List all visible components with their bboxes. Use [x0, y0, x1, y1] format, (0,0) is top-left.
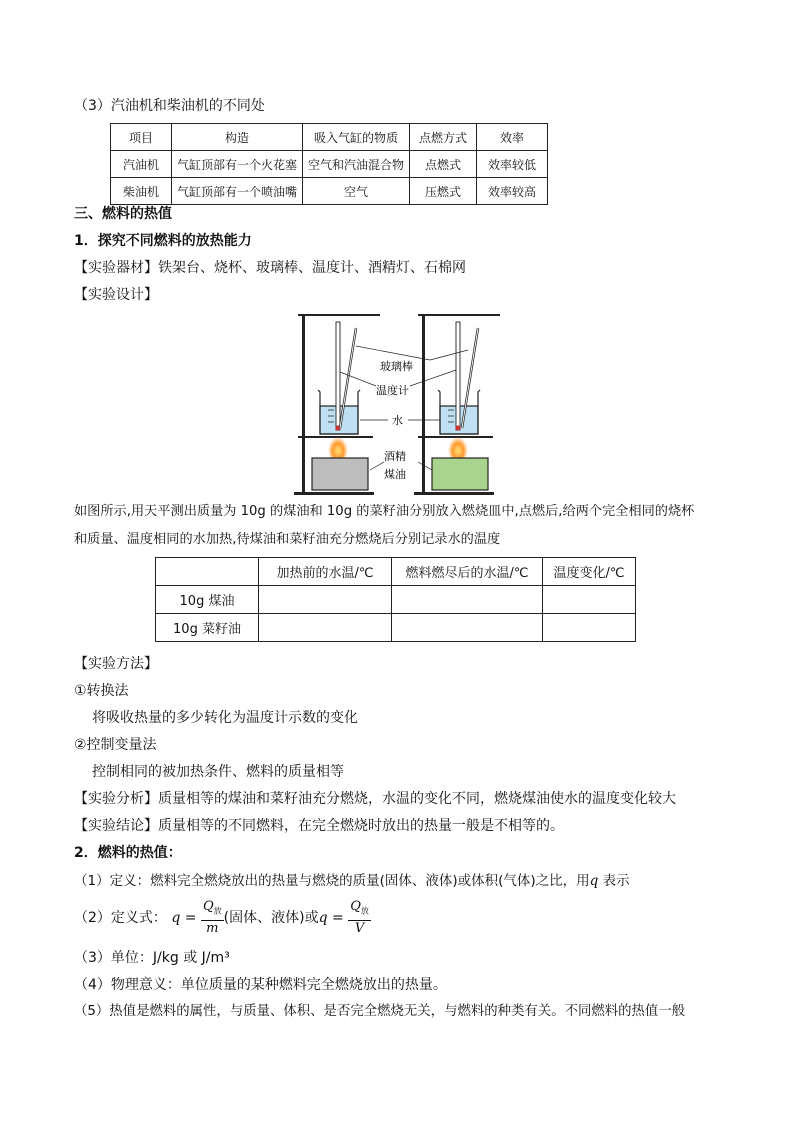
method-text: 将吸收热量的多少转化为温度计示数的变化 [92, 710, 358, 726]
design-label: 【实验设计】 [74, 287, 158, 303]
method-title: ②控制变量法 [74, 737, 157, 753]
table-cell: 空气 [303, 178, 410, 205]
table-cell [392, 586, 543, 614]
table-row [156, 614, 636, 642]
table-cell [392, 614, 543, 642]
experiment-diagram [290, 310, 510, 500]
table-cell: 加热前的水温/℃ [259, 558, 392, 586]
subscript: 放 [360, 906, 369, 916]
numerator-q: Q [350, 899, 361, 915]
table-cell: 柴油机 [111, 178, 172, 205]
fraction-mass [201, 899, 224, 937]
table-cell: 空气和汽油混合物 [303, 151, 410, 178]
table-header-row [156, 558, 636, 586]
table-row [156, 586, 636, 614]
equipment-text: 【实验器材】铁架台、烧杯、玻璃棒、温度计、酒精灯、石棉网 [74, 260, 466, 276]
table-cell [543, 586, 636, 614]
table-row [111, 178, 548, 205]
table-cell: 点燃式 [410, 151, 477, 178]
subsection-title: 1．探究不同燃料的放热能力 [74, 233, 252, 249]
design-paragraph-line: 如图所示,用天平测出质量为 10g 的煤油和 10g 的菜籽油分别放入燃烧皿中,点燃后,给两个完全相同的烧杯 [74, 504, 695, 519]
meaning-text: （4）物理意义：单位质量的某种燃料完全燃烧放出的热量。 [74, 977, 447, 993]
label-glass-rod: 玻璃棒 [380, 360, 413, 373]
table-cell: 燃料燃尽后的水温/℃ [392, 558, 543, 586]
method-title: ①转换法 [74, 683, 129, 699]
analysis-text: 【实验分析】质量相等的煤油和菜籽油充分燃烧，水温的变化不同，燃烧煤油使水的温度变化较大 [74, 791, 676, 807]
unit-text: （3）单位：J/kg 或 J/m³ [74, 950, 230, 966]
table-cell: 10g 菜籽油 [156, 614, 259, 642]
method-label: 【实验方法】 [74, 656, 158, 672]
label-alcohol: 酒精 [384, 450, 406, 463]
method-text: 控制相同的被加热条件、燃料的质量相等 [92, 764, 344, 780]
formula-line [74, 898, 371, 938]
definition-suffix: 表示 [598, 873, 630, 889]
part-title: 三、燃料的热值 [74, 206, 172, 222]
conclusion-text: 【实验结论】质量相等的不同燃料，在完全燃烧时放出的热量一般是不相等的。 [74, 818, 564, 834]
label-water: 水 [392, 414, 403, 427]
denominator-v: V [354, 920, 365, 936]
table-cell: 10g 煤油 [156, 586, 259, 614]
right-thermometer [455, 322, 460, 431]
left-fuel-dish [312, 458, 368, 490]
subsection-title: 2．燃料的热值： [74, 845, 182, 861]
denominator-m: m [206, 920, 219, 936]
engine-comparison-table [110, 123, 548, 205]
left-thermometer [335, 322, 340, 431]
formula-prefix: （2）定义式： [74, 910, 167, 926]
fraction-volume [348, 899, 371, 937]
record-table [155, 557, 636, 642]
right-fuel-dish [432, 458, 488, 490]
table-cell: 效率较低 [477, 151, 548, 178]
property-text: （5）热值是燃料的属性，与质量、体积、是否完全燃烧无关，与燃料的种类有关。不同燃料的热值一般 [74, 1004, 686, 1019]
formula-lhs: q = [171, 910, 197, 926]
section-heading: （3）汽油机和柴油机的不同处 [74, 98, 265, 114]
table-cell: 吸入气缸的物质 [303, 124, 410, 151]
definition-text: （1）定义：燃料完全燃烧放出的热量与燃烧的质量(固体、液体)或体积(气体)之比，用 [74, 873, 590, 889]
table-cell [156, 558, 259, 586]
table-header-row [111, 124, 548, 151]
definition-line [74, 871, 630, 891]
numerator-q: Q [202, 899, 214, 915]
table-cell: 压燃式 [410, 178, 477, 205]
label-thermometer: 温度计 [376, 384, 409, 397]
formula-middle: (固体、液体)或 [223, 910, 319, 926]
table-cell: 汽油机 [111, 151, 172, 178]
table-cell [259, 614, 392, 642]
heat-value-symbol: q [589, 873, 599, 889]
table-row [111, 151, 548, 178]
table-cell: 效率 [477, 124, 548, 151]
table-cell: 气缸顶部有一个喷油嘴 [172, 178, 303, 205]
formula-lhs-2: q = [318, 910, 344, 926]
table-cell: 气缸顶部有一个火花塞 [172, 151, 303, 178]
table-cell: 效率较高 [477, 178, 548, 205]
subscript: 放 [213, 906, 222, 916]
table-cell [259, 586, 392, 614]
table-cell: 构造 [172, 124, 303, 151]
table-cell: 项目 [111, 124, 172, 151]
table-cell: 温度变化/℃ [543, 558, 636, 586]
label-kerosene: 煤油 [384, 468, 406, 481]
table-cell: 点燃方式 [410, 124, 477, 151]
design-paragraph-line: 和质量、温度相同的水加热,待煤油和菜籽油充分燃烧后分别记录水的温度 [74, 532, 501, 547]
table-cell [543, 614, 636, 642]
